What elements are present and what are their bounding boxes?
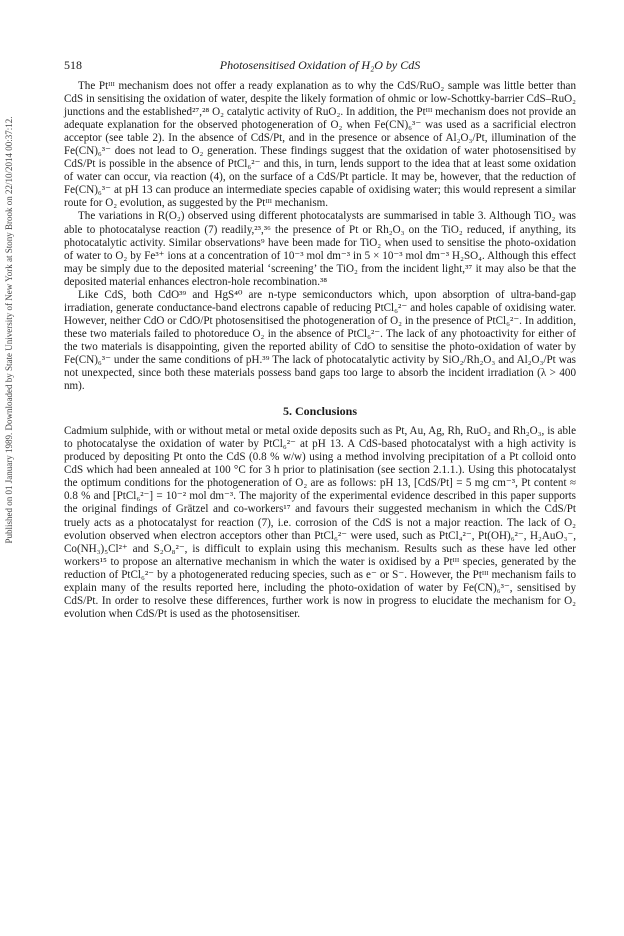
page-number: 518 — [64, 58, 82, 72]
paragraph-pt-mechanism: The Ptᴵᴵᴵ mechanism does not offer a ready explanation as to why the CdS/RuO₂ sample was little better than CdS in sensitising the oxidation of water, despite the likely formation of ohmic or low-Schottky-barrier CdS–RuO₂ junctions and the established²⁷,²⁸ O₂ catalytic activity of RuO₂. In addition, the Ptᴵᴵᴵ mechanism does not provide an adequate explanation for the observed photogeneration of O₂ when Fe(CN)₆³⁻ was used as a sacrificial electron acceptor (see table 2). In the absence of CdS/Pt, and in the presence or absence of Al₂O₃/Pt, illumination of the Fe(CN)₆³⁻ does not lead to O₂ generation. These findings suggest that the oxidation of water photosensitised by CdS/Pt is possible in the absence of PtCl₆²⁻ and this, in turn, lends support to the idea that at least some oxidation of water can occur, via reaction (4), on the surface of a CdS/Pt particle. It may be, however, that the reduction of Fe(CN)₆³⁻ at pH 13 can produce an intermediate species capable of oxidising water; this would represent a similar route for O₂ evolution, as suggested by the Ptᴵᴵᴵ mechanism. — [64, 80, 576, 210]
body-text — [64, 80, 576, 621]
paragraph-photocatalyst-variations: The variations in R(O₂) observed using different photocatalysts are summarised in table 3. Although TiO₂ was able to photocatalyse reaction (7) readily,²³,³⁶ the presence of Pt or Rh₂O₃ on the TiO₂ reduced, if anything, its photocatalytic activity. Similar observations⁹ have been made for TiO₂ when used to sensitise the photo-oxidation of water to O₂ by Fe³⁺ ions at a concentration of 10⁻³ mol dm⁻³ in 5 × 10⁻³ mol dm⁻³ H₂SO₄. Although this effect may be simply due to the deposited material ‘screening’ the TiO₂ from the incident light,³⁷ it may also be that the deposited material enhances electron-hole recombination.³⁸ — [64, 210, 576, 288]
page-header — [64, 58, 576, 74]
paragraph-cdo-hgs: Like CdS, both CdO³⁹ and HgS⁴⁰ are n-type semiconductors which, upon absorption of ultra-band-gap irradiation, generate conductance-band electrons capable of reducing PtCl₆²⁻ and holes capable of oxidising water. However, neither CdO or CdO/Pt photosensitised the photogeneration of O₂ in the presence of PtCl₆²⁻. In addition, these two materials failed to photoreduce O₂ in the absence of PtCl₆²⁻. The lack of any photoactivity for either of the two materials is disappointing, given the reported ability of CdO to sensitise the photo-oxidation of water by Fe(CN)₆³⁻ under the same conditions of pH.³⁹ The lack of photocatalytic activity by SiO₂/Rh₂O₃ and Al₂O₃/Pt was not unexpected, since both these materials possess band gaps too large to absorb the incident irradiation (λ > 400 nm). — [64, 288, 576, 393]
running-title: Photosensitised Oxidation of H₂O by CdS — [219, 58, 421, 72]
paragraph-conclusions: Cadmium sulphide, with or without metal or metal oxide deposits such as Pt, Au, Ag, Rh, RuO₂ and Rh₂O₃, is able to photocatalyse the oxidation of water by PtCl₆²⁻ at pH 13. A CdS-based photocatalyst with a high activity is produced by depositing Pt onto the CdS (0.8 % w/w) using a method involving precipitation of a Pt colloid onto CdS which had been annealed at 100 °C for 3 h prior to platinisation (see section 2.1.1.). Using this photocatalyst the optimum conditions for the photogeneration of O₂ are as follows: pH 13, [CdS/Pt] = 5 mg cm⁻³, Pt content ≈ 0.8 % and [PtCl₆²⁻] = 10⁻² mol dm⁻³. The majority of the experimental evidence described in this paper supports the original findings of Grätzel and co-workers¹⁷ and favours their suggested mechanism in which the CdS/Pt truely acts as a photocatalyst for reaction (7), i.e. corrosion of the CdS is not a major reaction. The lack of O₂ evolution observed when electron acceptors other than PtCl₆²⁻ were used, such as PtCl₄²⁻, Pt(OH)₆²⁻, H₂AuO₃⁻, Co(NH₃)₅Cl²⁺ and S₂O₈²⁻, is difficult to explain using this mechanism. Results such as these have led other workers¹⁵ to propose an alternative mechanism in which the water is oxidised by a Ptᴵᴵᴵ species, generated by the reduction of PtCl₆²⁻ by a photogenerated reducing species, such as e⁻ or S⁻. However, the Ptᴵᴵᴵ mechanism fails to explain many of the results reported here, including the photo-oxidation of water by Fe(CN)₆³⁻, sensitised by CdS/Pt. In order to resolve these differences, further work is now in progress to elucidate the mechanism for O₂ evolution when CdS/Pt is used as the photosensitiser. — [64, 425, 576, 620]
download-watermark-text: Published on 01 January 1989. Downloaded by State University of New York at Stony Brook on 22/10/2014 00:37:12. — [4, 116, 14, 544]
section-heading-conclusions: 5. Conclusions — [282, 404, 358, 419]
download-watermark — [4, 30, 16, 630]
